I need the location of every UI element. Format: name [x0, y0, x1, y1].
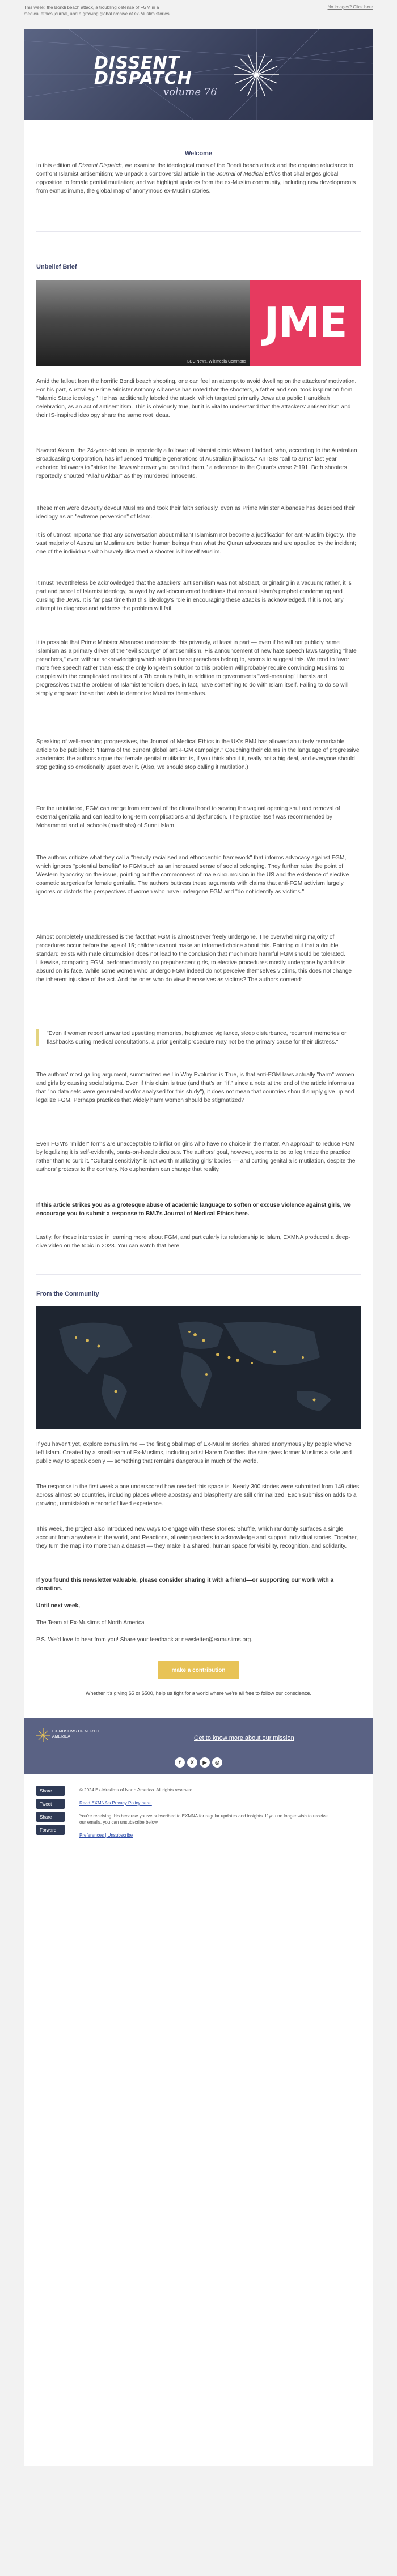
preheader-text: This week: the Bondi beach attack, a troubling defense of FGM in a medical ethics journal, and a growing global archive of ex-Muslim stories. [24, 5, 171, 16]
community-p3: This week, the project also introduced new ways to engage with these stories: Shuffle, which randomly surfaces a single account from anywhere in the world, and Reactions, allowing readers to acknowledge and support individual stories. Together, they turn the map into more than a dataset — they make it a shared, human space for visibility, recognition, and solidarity. [36, 1526, 358, 1549]
instagram-icon[interactable]: ◎ [212, 1757, 222, 1768]
hero-title-line2: DISPATCH [94, 69, 192, 88]
welcome-paragraph: In this edition of Dissent Dispatch, we examine the ideological roots of the Bondi beach attack and the ongoing reluctance to confront Islamist antisemitism; we unpack a controversial article in the Journal of Medical Ethics that challenges global opposition to female genital mutilation; and we highlight updates from the ex-Muslim community, including new developments from exmuslim.me, the global map of anonymous ex-Muslim stories. [36, 163, 356, 194]
youtube-icon[interactable]: ▶ [200, 1757, 210, 1768]
hero-issue: volume 76 [163, 86, 217, 98]
hero-title-line1: DISSENT [94, 53, 180, 73]
section-divider [36, 1274, 361, 1275]
copyright-text: © 2024 Ex-Muslims of North America. All rights reserved. [79, 1787, 194, 1792]
mission-link[interactable]: Get to know more about our mission [194, 1735, 294, 1742]
brief-p8: For the uninitiated, FGM can range from removal of the clitoral hood to sewing the vaginal opening shut and removal of external genitalia and can lead to long-term complications and dysfunction. The practice itself was recommended by Mohammed and all schools (madhabs) of Sunni Islam. [36, 806, 340, 829]
jme-image [36, 280, 361, 366]
forward-button[interactable]: Forward [36, 1825, 65, 1835]
view-in-browser-link[interactable]: No images? Click here [327, 5, 373, 10]
hero-banner [24, 29, 373, 120]
closing-p5: Whether it's giving $5 or $500, help us fight for a world where we're all free to follow our conscience. [85, 1691, 312, 1696]
privacy-link[interactable]: Read EXMNA's Privacy Policy here. [79, 1800, 152, 1806]
community-p1: If you haven't yet, explore exmuslim.me — the first global map of Ex-Muslim stories, shared anonymously by people who've left Islam. Created by a small team of Ex-Muslims, including artist Harem Doodles, the site gives former Muslims a safe and public way to speak openly — something that remains dangerous in much of the world. [36, 1441, 352, 1464]
closing-p4: P.S. We'd love to hear from you! Share your feedback at newsletter@exmuslims.org. [36, 1637, 253, 1643]
brief-p4: It is of utmost importance that any conversation about militant Islamism not become a justification for anti-Muslim bigotry. The vast majority of Australian Muslims are better human beings than what the Quran advocates and are appalled by the incident; one of the individuals who bravely disarmed a shooter is himself Muslim. [36, 532, 357, 555]
subscription-reason: You're receiving this because you've subscribed to EXMNA for regular updates and insights. If you no longer wish to receive our emails, you can unsubscribe below. [79, 1813, 328, 1825]
footer-band [24, 1718, 373, 1774]
brief-p10: Almost completely unaddressed is the fact that FGM is almost never freely undergone. The overwhelming majority of procedures occur before the age of 15; children cannot make an informed choice about this. Pointing out that a double standard exists with male circumcision does not lead to the conclusion that much more harmful FGM should be tolerated. Likewise, comparing FGM, performed mostly on prepubescent girls, to elective procedures mostly undergone by adults is absurd on its face. While some women who undergo FGM indeed do not perceive themselves victims, this does not change the inherent injustice of the act. And the ones who do view themselves as victims? The authors contend: [36, 934, 352, 983]
x-icon[interactable]: X [187, 1757, 197, 1768]
section-divider [36, 231, 361, 232]
unbelief-brief-heading: Unbelief Brief [36, 263, 77, 270]
brief-p11: The authors' most galling argument, summarized well in Why Evolution is True, is that anti-FGM laws actually "harm" women and girls by causing social stigma. Even if this claim is true (and that's an "if," since a note at the end of the article informs us that "no data sets were generated and/or analysed for this study"), it does not mean that countries should simply give up and legalize FGM. Perhaps practices that widely harm women should be stigmatized? [36, 1072, 354, 1104]
community-p2: The response in the first week alone underscored how needed this space is. Nearly 300 stories were submitted from 149 cities across almost 50 countries, including places where apostasy and blasphemy are still criminalized. Each submission adds to a growing, unmistakable record of lived experience. [36, 1484, 360, 1507]
share-linkedin-button[interactable]: Share [36, 1812, 65, 1822]
closing-p3: The Team at Ex-Muslims of North America [36, 1620, 145, 1626]
brief-p14: Lastly, for those interested in learning more about FGM, and particularly its relationship to Islam, EXMNA produced a deep-dive video on the topic in 2023. You can watch that here. [36, 1234, 350, 1249]
preferences-links[interactable]: Preferences | Unsubscribe [79, 1833, 133, 1838]
brief-p1: Amid the fallout from the horrific Bondi beach shooting, one can feel an attempt to avoid dwelling on the attackers' motivation. For his part, Australian Prime Minister Anthony Albanese has noted that the shooters, a father and son, took inspiration from "Islamic State ideology." He has additionally labeled the attack, which targeted primarily Jews at a public Hanukkah celebration, as an act of antisemitism. This is obviously true, but it is vital to understand that the attackers' antisemitism and their IS-inspired ideology share the same root ideas. [36, 378, 357, 419]
brief-p13: If this article strikes you as a grotesque abuse of academic language to soften or excuse violence against girls, we encourage you to submit a response to BMJ's Journal of Medical Ethics here. [36, 1202, 351, 1217]
preheader [24, 5, 373, 25]
newsletter-card [24, 29, 373, 2466]
protest-photo [36, 280, 250, 366]
jme-logo-text: JME [264, 299, 347, 347]
starburst-icon [234, 52, 279, 97]
brief-p2: Naveed Akram, the 24-year-old son, is reportedly a follower of Islamist cleric Wisam Haddad, who, according to the Australian Broadcasting Corporation, has influenced "multiple generations of Australian jihadists." An ISIS "call to arms" last year exhorted followers to "strike the Jews wherever you can find them," a reference to the Quran's verse 2:191. Both shooters reportedly shouted "Allahu Akbar" as they murdered innocents. [36, 448, 357, 479]
brief-p9: The authors criticize what they call a "heavily racialised and ethnocentric framework" that informs advocacy against FGM, which ignores "potential benefits" to FGM such as an increased sense of social belonging. They further raise the point of Western hypocrisy on the issue, pointing out the commonness of male circumcision in the US and the existence of elective cosmetic surgeries for female genitalia. The authors buttress these arguments with claims that anti-FGM activism largely ignores or distorts the perspectives of women who have undergone FGM and "do not identify as victims." [36, 855, 349, 895]
facebook-icon[interactable]: f [175, 1757, 185, 1768]
footer-logo-text: EX-MUSLIMS OF NORTH AMERICA [52, 1730, 99, 1739]
share-column [36, 1786, 65, 1838]
image-caption: BBC News, Wikimedia Commons [187, 360, 246, 364]
brief-p7: Speaking of well-meaning progressives, the Journal of Medical Ethics in the UK's BMJ has allowed an utterly remarkable article to be published: "Harms of the current global anti-FGM campaign." Couching their claims in the language of progressive academics, the authors argue that female genital mutilation is, if you think about it, really not a big deal, and everyone should stop getting so emotionally upset over it. (Also, we should stop calling it mutilation.) [36, 739, 360, 770]
share-button[interactable]: Share [36, 1786, 65, 1796]
brief-p12: Even FGM's "milder" forms are unacceptable to inflict on girls who have no choice in the matter. An approach to reduce FGM by legalizing it is self-evidently, pants-on-head ridiculous. The authors' goal, however, seems to be to legitimize the practice rather than to curb it. "Cultural sensitivity" is not worth mutilating girls' bodies — and cutting genitalia is mutilation, despite the authors' protests to the contrary. No euphemism can change that reality. [36, 1141, 356, 1173]
closing-p1: If you found this newsletter valuable, please consider sharing it with a friend—or supporting our work with a donation. [36, 1577, 334, 1592]
brief-p3: These men were devoutly devout Muslims and took their faith seriously, even as Prime Minister Albanese has described their ideology as an "extreme perversion" of Islam. [36, 505, 356, 520]
contribution-button[interactable]: make a contribution [158, 1661, 239, 1679]
jme-logo [250, 280, 361, 366]
welcome-heading: Welcome [184, 150, 213, 157]
hero-title [94, 53, 192, 88]
hero-line-pattern [24, 29, 373, 120]
pull-quote: "Even if women report unwanted upsetting memories, heightened vigilance, sleep disturbance, recurrent memories or flashbacks during medical consultations, a prior genital procedure may not be the primary cause for their distress." [36, 1029, 361, 1046]
brief-p6: It is possible that Prime Minister Albanese understands this privately, at least in part — even if he will not publicly name Islamism as a primary driver of the "evil scourge" of antisemitism. His announcement of new hate speech laws targeting "hate preachers," even without acknowledging which religion these preachers belong to, seems to suggest this. We tend to favor more free speech rather than less; the only long-term solution to this problem will probably require convincing Muslims to grapple with the complicated realities of a 7th century faith, in addition to governments "well-meaning" liberals and progressives that the problem of Islamist terrorism does, in fact, have something to do with Islam itself. Failing to do so will simply empower those that wish to demonize Muslims themselves. [36, 640, 357, 697]
closing-p2: Until next week, [36, 1603, 80, 1609]
tweet-button[interactable]: Tweet [36, 1799, 65, 1809]
world-map-image [36, 1306, 361, 1429]
community-heading: From the Community [36, 1291, 99, 1297]
brief-p5: It must nevertheless be acknowledged that the attackers' antisemitism was not abstract, originating in a vacuum; rather, it is part and parcel of Islamist ideology, buoyed by well-documented traditions that recount Islam's prophet condemning and cursing the Jews. It is far past time that this ideology's role in encouraging these attacks is acknowledged. If it is not, any attempt to diagnose and address the problem will fail. [36, 580, 352, 612]
social-icons [24, 1757, 373, 1768]
